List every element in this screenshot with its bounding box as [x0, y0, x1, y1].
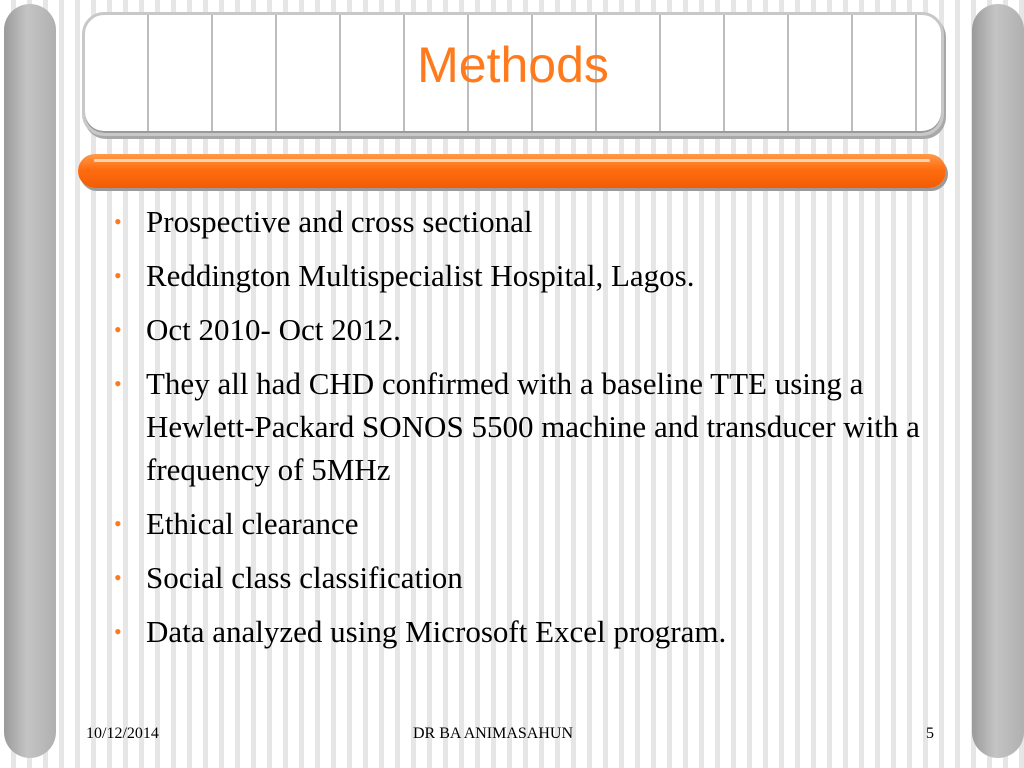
bullet-list — [108, 200, 928, 664]
bullet-item — [108, 254, 928, 297]
bullet-icon: • — [114, 565, 122, 590]
page-number: 5 — [926, 725, 934, 742]
slide-title: Methods — [417, 37, 609, 93]
right-side-bar — [972, 4, 1024, 758]
bullet-text: Data analyzed using Microsoft Excel program. — [146, 614, 727, 649]
bullet-icon: • — [114, 371, 122, 396]
bullet-text: Oct 2010- Oct 2012. — [146, 312, 401, 347]
bullet-text: Social class classification — [146, 560, 463, 595]
bullet-icon: • — [114, 317, 122, 342]
bullet-item — [108, 308, 928, 351]
bullet-item — [108, 556, 928, 599]
bullet-icon: • — [114, 263, 122, 288]
bullet-text: Reddington Multispecialist Hospital, Lagos. — [146, 258, 695, 293]
bullet-icon: • — [114, 619, 122, 644]
footer-author: DR BA ANIMASAHUN — [413, 725, 574, 742]
footer-date: 10/12/2014 — [86, 725, 159, 742]
bullet-text: Prospective and cross sectional — [146, 204, 533, 239]
bullet-item — [108, 362, 928, 491]
bullet-text: They all had CHD confirmed with a baseline TTE using a Hewlett-Packard SONOS 5500 machine and transducer with a frequency of 5MHz — [146, 366, 920, 487]
bullet-icon: • — [114, 511, 122, 536]
bullet-icon: • — [114, 209, 122, 234]
bullet-item — [108, 502, 928, 545]
title-underline-bar — [78, 154, 946, 188]
bullet-item — [108, 200, 928, 243]
left-side-bar — [4, 4, 56, 758]
bullet-item — [108, 610, 928, 653]
bullet-text: Ethical clearance — [146, 506, 359, 541]
